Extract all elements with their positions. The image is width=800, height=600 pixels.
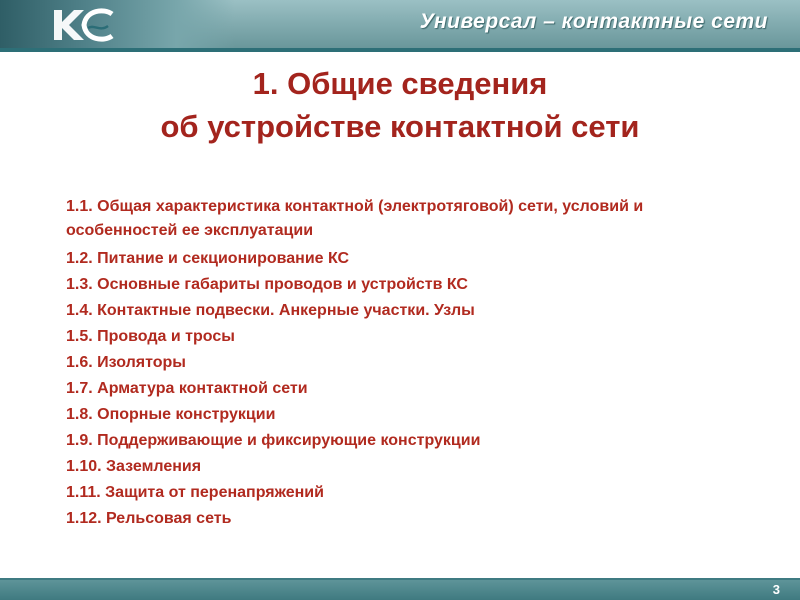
topic-item: 1.1. Общая характеристика контактной (электротяговой) сети, условий и особенностей ее эксплуатации [66, 198, 644, 239]
header-divider [0, 48, 800, 52]
topic-item: 1.9. Поддерживающие и фиксирующие конструкции [66, 432, 481, 449]
slide-title [0, 62, 800, 148]
topic-item: 1.7. Арматура контактной сети [66, 380, 308, 397]
slide-title-line2: об устройстве контактной сети [160, 109, 640, 144]
topic-item: 1.11. Защита от перенапряжений [66, 484, 324, 501]
topic-item: 1.3. Основные габариты проводов и устройств КС [66, 276, 468, 293]
ks-logo-icon [48, 6, 118, 44]
topic-item: 1.10. Заземления [66, 458, 202, 475]
header-band [0, 0, 800, 48]
page-number: 3 [772, 582, 780, 597]
slide-title-line1: 1. Общие сведения [252, 66, 548, 101]
topic-item: 1.12. Рельсовая сеть [66, 510, 232, 527]
topic-item: 1.2. Питание и секционирование КС [66, 250, 350, 267]
topic-item: 1.4. Контактные подвески. Анкерные участки. Узлы [66, 302, 475, 319]
topic-list [66, 195, 746, 533]
topic-item: 1.6. Изоляторы [66, 354, 186, 371]
topic-item: 1.8. Опорные конструкции [66, 406, 276, 423]
footer-band [0, 580, 800, 600]
brand-title: Универсал – контактные сети [419, 10, 768, 33]
topic-item: 1.5. Провода и тросы [66, 328, 235, 345]
